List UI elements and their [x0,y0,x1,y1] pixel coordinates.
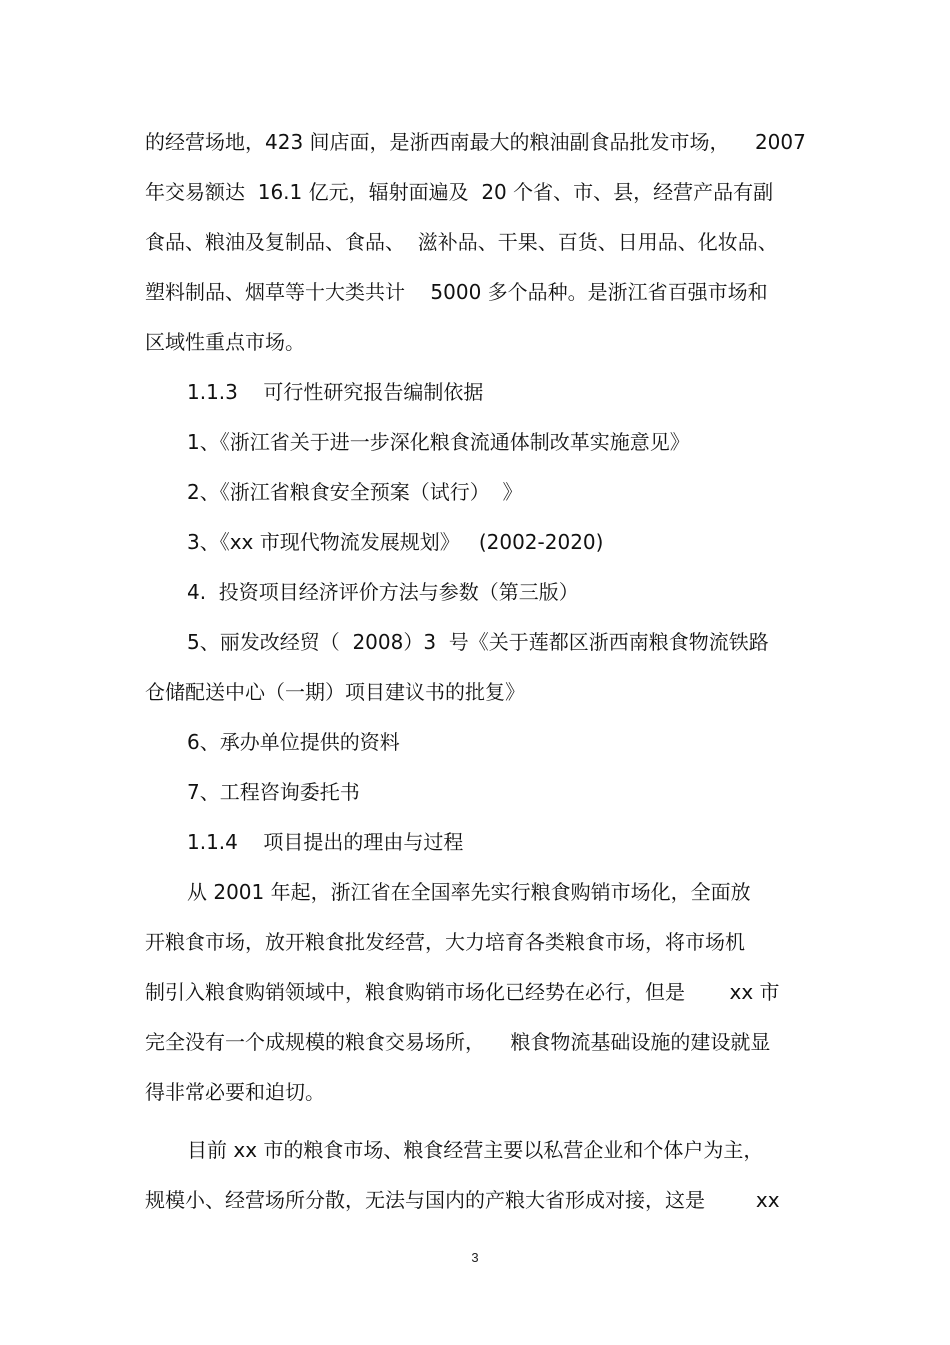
page-number: 3 [471,1250,479,1265]
text-line: 得非常必要和迫切。 [145,1080,325,1104]
list-item: 5、丽发改经贸（ 2008）3 号《关于莲都区浙西南粮食物流铁路 [187,630,769,654]
text-line: 塑料制品、烟草等十大类共计 5000 多个品种。是浙江省百强市场和 [145,280,768,304]
section-heading: 1.1.4 项目提出的理由与过程 [187,830,464,854]
text-line: 区域性重点市场。 [145,330,305,354]
text-line: 完全没有一个成规模的粮食交易场所， 粮食物流基础设施的建设就显 [145,1030,771,1054]
text-line: 的经营场地，423 间店面，是浙西南最大的粮油副食品批发市场， 2007 [145,130,806,154]
list-item: 4. 投资项目经济评价方法与参数（第三版） [187,580,579,604]
list-item: 3、《xx 市现代物流发展规划》 (2002-2020) [187,530,604,554]
text-line: 开粮食市场，放开粮食批发经营，大力培育各类粮食市场，将市场机 [145,930,745,954]
list-item: 7、工程咨询委托书 [187,780,360,804]
list-item: 2、《浙江省粮食安全预案（试行） 》 [187,480,523,504]
text-line: 规模小、经营场所分散，无法与国内的产粮大省形成对接，这是 xx [145,1188,780,1212]
list-item: 1、《浙江省关于进一步深化粮食流通体制改革实施意见》 [187,430,690,454]
text-line: 年交易额达 16.1 亿元，辐射面遍及 20 个省、市、县，经营产品有副 [145,180,774,204]
text-line: 目前 xx 市的粮食市场、粮食经营主要以私营企业和个体户为主， [187,1138,764,1162]
text-line: 制引入粮食购销领域中，粮食购销市场化已经势在必行，但是 xx 市 [145,980,780,1004]
section-heading: 1.1.3 可行性研究报告编制依据 [187,380,484,404]
text-line: 从 2001 年起，浙江省在全国率先实行粮食购销市场化，全面放 [187,880,751,904]
text-line: 仓储配送中心（一期）项目建议书的批复》 [145,680,525,704]
text-line: 食品、粮油及复制品、食品、 滋补品、干果、百货、日用品、化妆品、 [145,230,778,254]
list-item: 6、承办单位提供的资料 [187,730,400,754]
